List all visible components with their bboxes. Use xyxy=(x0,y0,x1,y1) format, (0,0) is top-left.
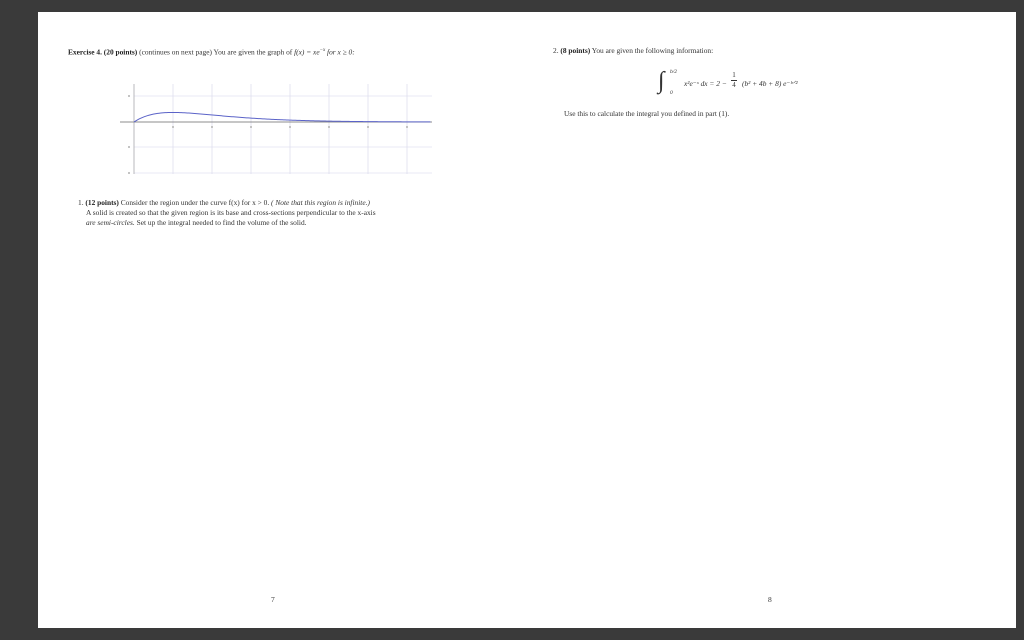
page-8 xyxy=(527,12,1016,628)
q1-line-1 xyxy=(78,198,370,208)
integral-sign: ∫ xyxy=(658,68,665,94)
q1-instruction: Set up the integral needed to find the volume of the solid. xyxy=(136,218,307,227)
function-graph xyxy=(120,84,432,184)
exercise-header xyxy=(68,46,355,57)
q2-header xyxy=(553,46,713,56)
integral-lower-limit: 0 xyxy=(670,90,673,96)
q1-line-2: A solid is created so that the given region is its base and cross-sections perpendicular to the x-axis xyxy=(86,208,376,217)
integral-result: (b² + 4b + 8) e⁻ᵇᐟ² xyxy=(742,79,798,88)
integral-body: x²e⁻ˣ dx = 2 − xyxy=(684,79,727,88)
q1-semicircles: are semi-circles. xyxy=(86,218,135,227)
q2-text: You are given the following information: xyxy=(591,46,714,55)
graph-svg xyxy=(120,84,432,184)
document-spread xyxy=(38,12,1016,628)
page-number-8: 8 xyxy=(768,595,772,604)
fraction-numerator: 1 xyxy=(732,71,736,79)
fraction-denominator: 4 xyxy=(732,81,736,89)
page-number-7: 7 xyxy=(271,595,275,604)
exercise-header-text: (continues on next page) You are given the graph of xyxy=(139,47,293,57)
page-7 xyxy=(38,12,527,628)
fraction xyxy=(730,71,738,90)
q2-instruction: Use this to calculate the integral you defined in part (1). xyxy=(564,109,730,118)
q1-text: Consider the region under the curve f(x) for x > 0. xyxy=(120,198,270,207)
q2-number: 2. xyxy=(553,46,559,55)
integral-upper-limit: b/2 xyxy=(670,69,678,75)
exercise-points: (20 points) xyxy=(103,47,138,57)
q1-note: ( Note that this region is infinite.) xyxy=(271,198,370,207)
q1-line-3 xyxy=(86,218,307,228)
q1-points: (12 points) xyxy=(85,198,119,207)
function-definition: f(x) = xe xyxy=(294,47,320,57)
domain-condition: for x ≥ 0: xyxy=(327,47,355,57)
q1-number: 1. xyxy=(78,198,84,207)
q2-points: (8 points) xyxy=(560,46,591,55)
exercise-label: Exercise 4. xyxy=(68,47,102,57)
function-exponent: −x xyxy=(319,48,326,53)
